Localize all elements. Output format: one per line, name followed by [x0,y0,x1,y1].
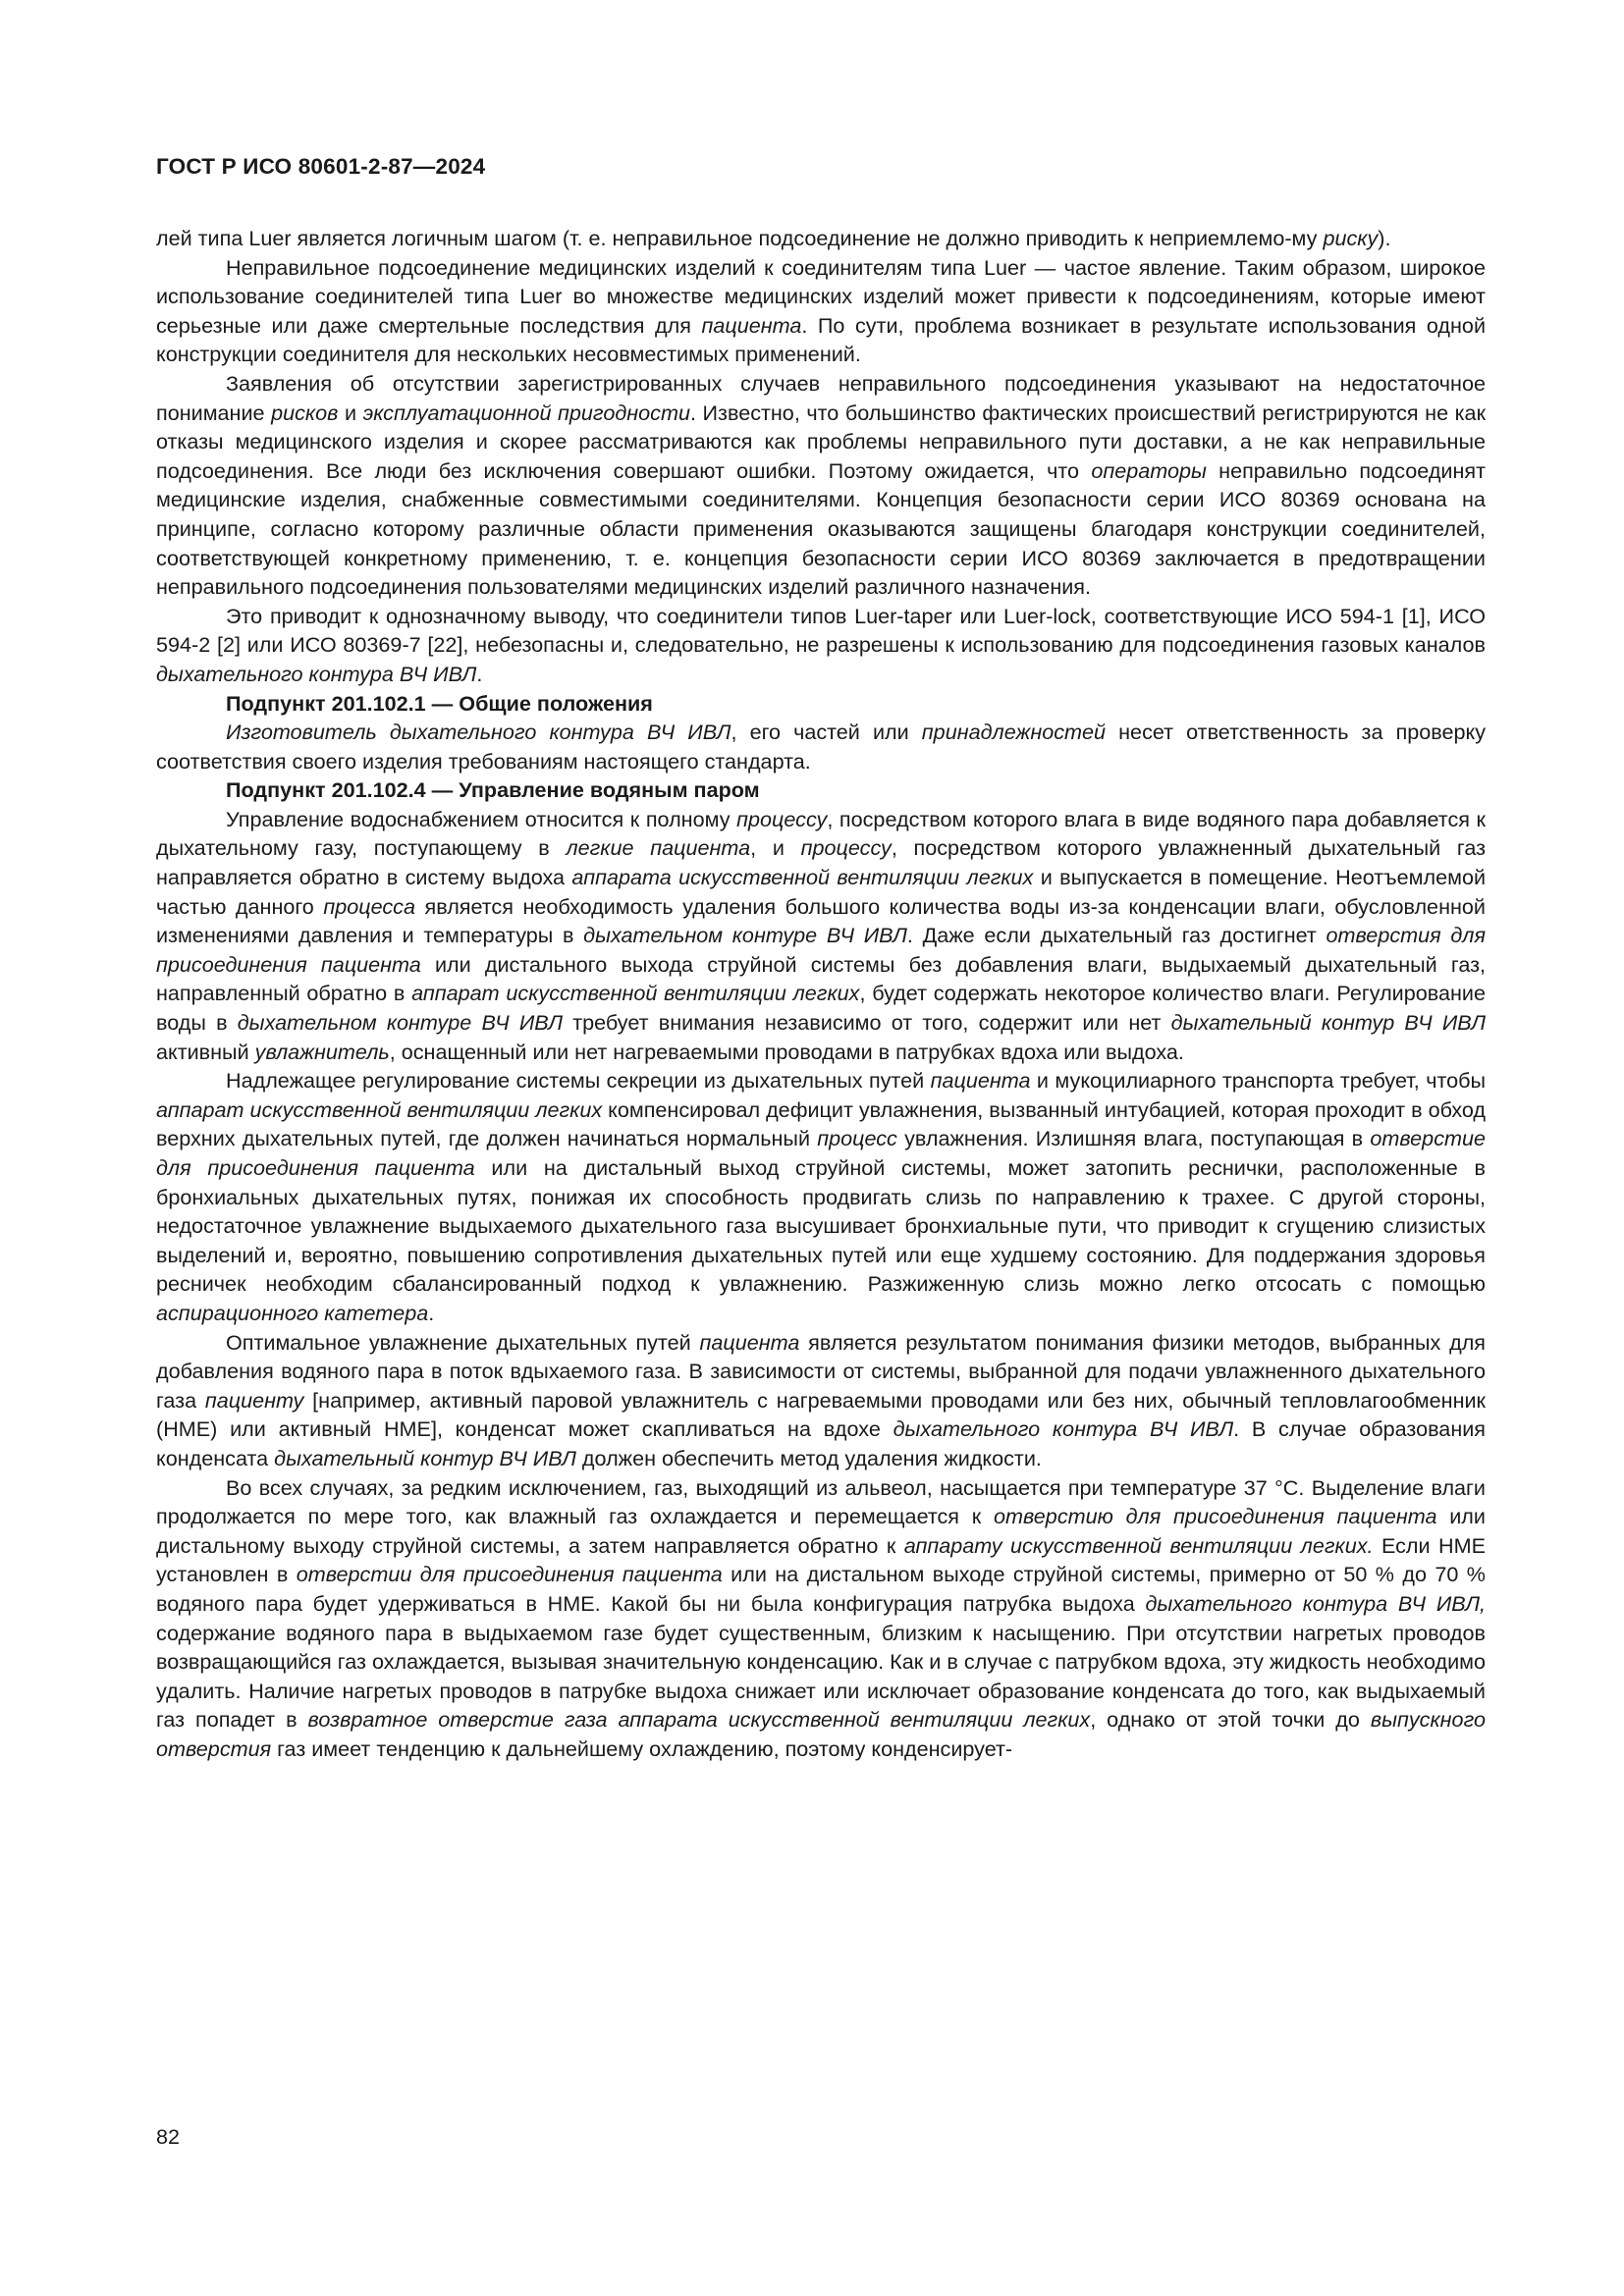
defined-term: отверстие для присоединения пациента [156,1126,1486,1180]
defined-term: отверстию для присоединения пациента [994,1504,1437,1529]
text-run: , его частей или [731,720,922,745]
text-run: является необходимость удаления большого количества воды из-за конденсации влаги, обусловленной изменениями давления и температуры в [156,893,1486,948]
text-run: . Известно, что большинство фактических происшествий регистрируются не как отказы медицинского изделия и скорее рассматриваются как проблемы неправильного пути доставки, а не как неправильные подсоединения. Все люди без исключения совершают ошибки. Поэтому ожидается, что [156,400,1487,483]
text-run: газ имеет тенденцию к дальнейшему охлаждению, поэтому конденсирует- [271,1735,1013,1761]
text-run: Неправильное подсоединение медицинских изделий к соединителям типа Luer — частое явление. Таким образом, широкое использование соединителей типа Luer во множестве медицинских изделий может привести к подсоединениям, которые имеют серьезные или даже смертельные последствия для [156,254,1486,338]
text-run: . По сути, проблема возникает в результате использования одной конструкции соединителя для нескольких несовместимых применений. [156,312,1486,367]
text-run: является результатом понимания физики методов, выбранных для добавления водяного пара в поток вдыхаемого газа. В зависимости от системы, выбранной для подачи увлажненного дыхательного газа [156,1329,1486,1413]
text-run: неправильно подсоединят медицинские изделия, снабженные совместимыми соединителями. Концепция безопасности серии ИСО 80369 основана на принципе, согласно которому различные области применения оказываются защищены благодаря конструкции соединителей, соответствующей конкретному применению, т. е. концепция безопасности серии ИСО 80369 заключается в предотвращении неправильного подсоединения пользователями медицинских изделий различного назначения. [156,457,1486,600]
text-run: и выпускается в помещение. Неотъемлемой частью данного [156,865,1487,919]
text-run: увлажнения. Излишняя влага, поступающая в [896,1126,1371,1151]
paragraph [156,224,1486,253]
defined-term: процесс [817,1126,897,1151]
text-run: , будет содержать некоторое количество влаги. Регулирование воды в [156,981,1486,1036]
text-run: , оснащенный или нет нагреваемыми проводами в патрубках вдоха или выдоха. [389,1039,1184,1064]
text-run: Во всех случаях, за редким исключением, газ, выходящий из альвеол, насыщается при температуре 37 °C. Выделение влаги продолжается по мере того, как влажный газ охлаждается и перемещается к [156,1474,1486,1529]
text-run: . [428,1300,435,1325]
defined-term: дыхательного контура ВЧ ИВЛ [893,1416,1234,1442]
text-run: Подпункт 201.102.4 — Управление водяным паром [226,777,760,803]
paragraph [156,602,1486,689]
text-run: Если HME установлен в [156,1532,1487,1587]
defined-term: риску [1323,226,1379,250]
defined-term: дыхательном контуре ВЧ ИВЛ [237,1010,564,1036]
defined-term: принадлежностей [921,720,1107,745]
defined-term: операторы [1091,457,1207,483]
defined-term: Изготовитель дыхательного контура ВЧ ИВЛ [226,720,731,745]
defined-term: аппарат искусственной вентиляции легких [411,981,860,1006]
text-run: компенсировал дефицит увлажнения, вызванный интубацией, которая проходит в обход верхних дыхательных путей, где должен начинаться нормальный [156,1096,1487,1151]
defined-term: аппарат искусственной вентиляции легких [156,1096,603,1122]
text-run: . Даже если дыхательный газ достигнет [906,923,1326,948]
paragraph [156,253,1486,369]
defined-term: дыхательном контуре ВЧ ИВЛ [583,923,907,948]
text-run: и мукоцилиарного транспорта требует, чтобы [1030,1068,1486,1094]
page-number: 82 [156,2124,181,2149]
defined-term: возвратное отверстие газа аппарата искусственной вентиляции легких [307,1707,1091,1733]
text-run: Это приводит к однозначному выводу, что соединители типов Luer-taper или Luer-lock, соответствующие ИСО 594-1 [1], ИСО 594-2 [2] или ИСО 80369-7 [22], небезопасны и, следовательно, не разрешены к использованию для подсоединения газовых каналов [156,603,1486,658]
text-run: или на дистальном выходе струйной системы, примерно от 50 % до 70 % водяного пара будет удерживаться в HME. Какой бы ни была конфигурация патрубка выдоха [156,1562,1486,1616]
defined-term: эксплуатационной пригодности [362,400,690,425]
defined-term: дыхательный контур ВЧ ИВЛ [1170,1010,1487,1036]
standard-designation-header: ГОСТ Р ИСО 80601-2-87—2024 [156,154,486,179]
text-run: Подпункт 201.102.1 — Общие положения [226,690,653,716]
text-run: или на дистальный выход струйной системы, может затопить реснички, расположенные в бронхиальных дыхательных путях, понижая их способность продвигать слизь по направлению к трахее. С другой стороны, недостаточное увлажнение выдыхаемого дыхательного газа высушивает бронхиальные пути, что приводит к сгущению слизистых выделений и, вероятно, повышению сопротивления дыхательных путей или еще худшему состоянию. Для поддержания здоровья ресничек необходим сбалансированный подход к увлажнению. Разжиженную слизь можно легко отсосать с помощью [156,1155,1486,1297]
defined-term: легкие пациента [566,835,751,861]
defined-term: отверстия для присоединения пациента [156,923,1486,977]
defined-term: процессу [736,806,828,831]
text-run: . В случае образования конденсата [156,1416,1486,1470]
text-run: Управление водоснабжением относится к полному [226,806,737,831]
text-run: . [476,661,483,686]
text-run: , посредством которого увлажненный дыхательный газ направляется обратно в систему выдоха [156,835,1486,890]
paragraph [156,369,1486,602]
text-run: , посредством которого влага в виде водяного пара добавляется к дыхательному газу, поступающему в [156,806,1487,861]
text-run: , однако от этой точки до [1090,1707,1371,1733]
defined-term: дыхательного контура ВЧ ИВЛ [156,661,477,686]
paragraph [156,1328,1486,1473]
text-run: лей типа Luer является логичным шагом (т. е. неправильное подсоединение не должно приводить к неприемлемо-му [156,226,1324,250]
text-run: требует внимания независимо от того, содержит или нет [563,1010,1171,1036]
defined-term: аппарата искусственной вентиляции легких [571,865,1034,890]
defined-term: отверстии для присоединения пациента [296,1562,723,1587]
defined-term: рисков [271,400,339,425]
text-run: Заявления об отсутствии зарегистрированных случаев неправильного подсоединения указывают на недостаточное понимание [156,370,1486,425]
defined-term: пациента [699,1329,800,1355]
defined-term: пациента [701,312,802,338]
defined-term: дыхательного контура ВЧ ИВЛ, [1145,1590,1487,1616]
subclause-heading [156,775,1486,805]
text-run: или дистального выхода струйной системы без добавления влаги, выдыхаемый дыхательный газ, направленный обратно в [156,951,1486,1006]
text-run: должен обеспечить метод удаления жидкости. [575,1445,1042,1470]
defined-term: аппарату искусственной вентиляции легких. [903,1532,1374,1558]
text-run: ). [1378,226,1391,250]
text-run: Оптимальное увлажнение дыхательных путей [226,1329,700,1355]
text-run: и [338,400,363,425]
text-run: или дистальному выходу струйной системы, а затем направляется обратно к [156,1504,1486,1558]
text-run: активный [156,1039,255,1064]
defined-term: выпускного отверстия [156,1707,1486,1761]
paragraph [156,1066,1486,1327]
defined-term: дыхательный контур ВЧ ИВЛ [274,1445,576,1470]
subclause-heading [156,689,1486,719]
defined-term: процесса [323,893,415,919]
body-text [156,224,1486,1763]
defined-term: увлажнитель [254,1039,390,1064]
text-run: несет ответственность за проверку соответствия своего изделия требованиям настоящего стандарта. [156,720,1487,774]
text-run: [например, активный паровой увлажнитель с нагреваемыми проводами или без них, обычный тепловлагообменник (HME) или активный HME], конденсат может скапливаться на вдохе [156,1387,1487,1442]
paragraph [156,718,1486,775]
text-run: Надлежащее регулирование системы секреции из дыхательных путей [226,1068,931,1094]
defined-term: пациента [930,1068,1031,1094]
text-run: содержание водяного пара в выдыхаемом газе будет существенным, близким к насыщению. При отсутствии нагретых проводов возвращающийся газ охлаждается, вызывая значительную конденсацию. Как и в случае с патрубком вдоха, эту жидкость необходимо удалить. Наличие нагретых проводов в патрубке выдоха снижает или исключает образование конденсата до того, как выдыхаемый газ попадет в [156,1620,1486,1733]
defined-term: процессу [800,835,892,861]
defined-term: пациенту [204,1387,304,1413]
paragraph [156,805,1486,1066]
text-run: , и [750,835,801,861]
paragraph [156,1473,1486,1764]
defined-term: аспирационного катетера [156,1300,429,1325]
